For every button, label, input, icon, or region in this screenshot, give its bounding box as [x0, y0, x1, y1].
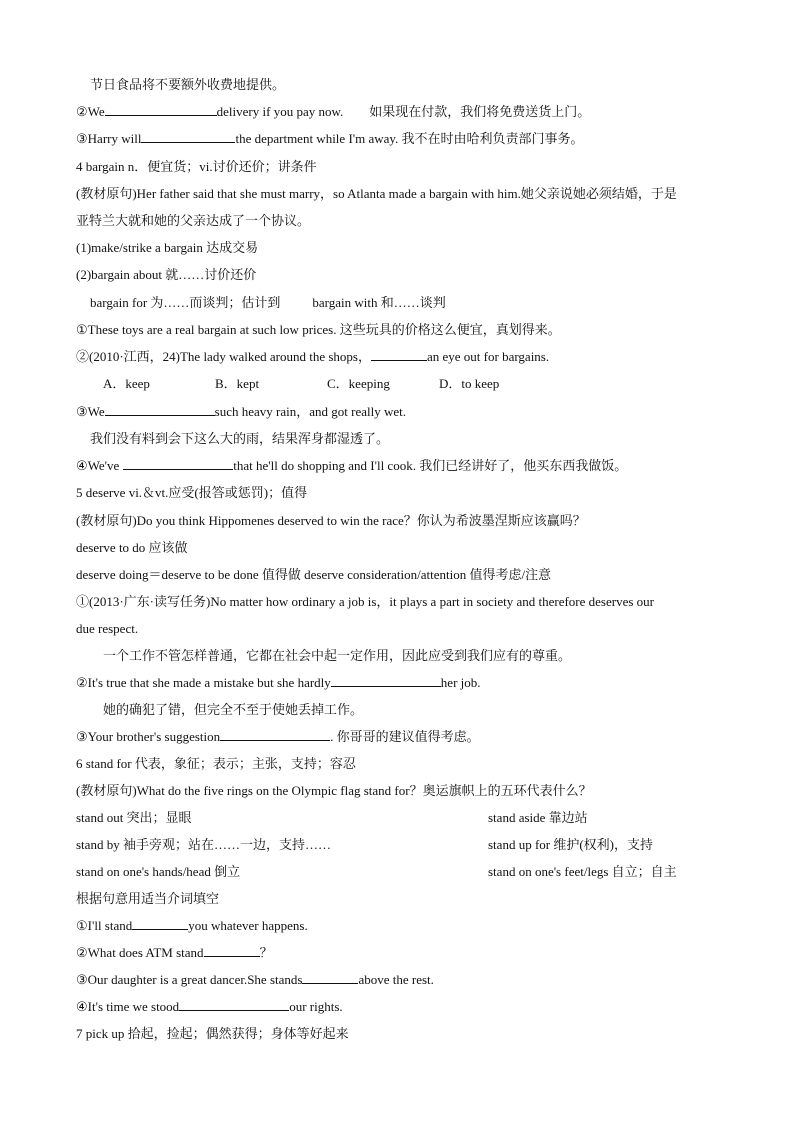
- text-line: deserve to do 应该做: [76, 540, 188, 555]
- text-fragment: ③We: [76, 404, 105, 419]
- text-line: 一个工作不管怎样普通，它都在社会中起一定作用，因此应受到我们应有的尊重。: [103, 648, 572, 663]
- answer-blank[interactable]: [105, 103, 217, 116]
- text-fragment: above the rest.: [358, 972, 434, 987]
- phrase-row: [76, 863, 734, 881]
- phrase: stand aside 靠边站: [488, 810, 588, 825]
- exercise-line: [76, 103, 734, 121]
- exercise-line: [76, 674, 734, 692]
- phrase: stand on one's hands/head 倒立: [76, 864, 241, 879]
- exercise-line: [76, 971, 734, 989]
- option-d[interactable]: D．to keep: [439, 376, 500, 391]
- text-fragment: bargain with 和……谈判: [312, 295, 446, 310]
- option-line: [103, 375, 734, 393]
- text-fragment: ？: [259, 945, 273, 960]
- option-b[interactable]: B．kept: [215, 376, 260, 391]
- exercise-line: [76, 348, 734, 366]
- answer-blank[interactable]: [105, 403, 215, 416]
- text-line: (教材原句)Her father said that she must marry，so Atlanta made a bargain with him.她父亲说她必须结婚，于是: [76, 186, 677, 201]
- exercise-line: [76, 457, 734, 475]
- answer-blank[interactable]: [371, 348, 427, 361]
- text-fragment: bargain for 为……而谈判；估计到: [90, 295, 281, 310]
- answer-blank[interactable]: [331, 674, 441, 687]
- section-heading: 4 bargain n．便宜货；vi.讨价还价；讲条件: [76, 159, 317, 174]
- text-line: 节日食品将不要额外收费地提供。: [90, 77, 286, 92]
- text-fragment: the department while I'm away. 我不在时由哈利负责部门事务。: [235, 131, 584, 146]
- section-heading: 5 deserve vi.＆vt.应受(报答或惩罚)；值得: [76, 485, 308, 500]
- text-line: deserve doing＝deserve to be done 值得做 deserve consideration/attention 值得考虑/注意: [76, 567, 552, 582]
- text-line: [90, 294, 734, 312]
- text-fragment: that he'll do shopping and I'll cook. 我们已经讲好了，他买东西我做饭。: [233, 458, 628, 473]
- text-fragment: you whatever happens.: [188, 918, 308, 933]
- text-fragment: ②We: [76, 104, 105, 119]
- phrase-row: [76, 836, 734, 854]
- answer-blank[interactable]: [204, 944, 260, 957]
- text-line: (教材原句)Do you think Hippomenes deserved to win the race？你认为希波墨涅斯应该赢吗？: [76, 513, 586, 528]
- text-fragment: ②It's true that she made a mistake but she hardly: [76, 675, 331, 690]
- exercise-line: [76, 917, 734, 935]
- section-heading: 6 stand for 代表，象征；表示；主张，支持；容忍: [76, 756, 356, 771]
- text-fragment: ②(2010·江西，24)The lady walked around the shops，: [76, 349, 371, 364]
- answer-blank[interactable]: [132, 917, 188, 930]
- text-fragment: ④It's time we stood: [76, 999, 180, 1014]
- answer-blank[interactable]: [141, 130, 235, 143]
- text-line: (2)bargain about 就……讨价还价: [76, 267, 257, 282]
- phrase-row: [76, 809, 734, 827]
- exercise-line: [76, 998, 734, 1016]
- text-fragment: delivery if you pay now. 如果现在付款，我们将免费送货上门。: [216, 104, 591, 119]
- text-line: (1)make/strike a bargain 达成交易: [76, 240, 259, 255]
- text-fragment: our rights.: [289, 999, 343, 1014]
- text-fragment: ①I'll stand: [76, 918, 133, 933]
- text-line: ①These toys are a real bargain at such low prices. 这些玩具的价格这么便宜，真划得来。: [76, 322, 561, 337]
- section-heading: 7 pick up 拾起，捡起；偶然获得；身体等好起来: [76, 1026, 349, 1041]
- exercise-line: [76, 728, 734, 746]
- text-fragment: ③Our daughter is a great dancer.She stands: [76, 972, 303, 987]
- exercise-line: [76, 130, 734, 148]
- answer-blank[interactable]: [220, 728, 330, 741]
- phrase: stand by 袖手旁观；站在……一边，支持……: [76, 837, 331, 852]
- text-line: due respect.: [76, 621, 139, 636]
- exercise-line: [76, 944, 734, 962]
- exercise-line: [76, 403, 734, 421]
- phrase: stand out 突出；显眼: [76, 810, 192, 825]
- text-fragment: . 你哥哥的建议值得考虑。: [330, 729, 480, 744]
- text-fragment: ④We've: [76, 458, 120, 473]
- answer-blank[interactable]: [302, 971, 358, 984]
- text-fragment: her job.: [440, 675, 481, 690]
- text-line: 我们没有料到会下这么大的雨，结果浑身都湿透了。: [90, 431, 390, 446]
- text-fragment: an eye out for bargains.: [426, 349, 550, 364]
- text-line: 她的确犯了错，但完全不至于使她丢掉工作。: [103, 702, 364, 717]
- text-fragment: ②What does ATM stand: [76, 945, 204, 960]
- text-fragment: ③Your brother's suggestion: [76, 729, 221, 744]
- phrase: stand up for 维护(权利)，支持: [488, 837, 654, 852]
- answer-blank[interactable]: [179, 998, 289, 1011]
- phrase: stand on one's feet/legs 自立；自主: [488, 864, 677, 879]
- text-line: ①(2013·广东·读写任务)No matter how ordinary a job is，it plays a part in society and therefore deserves our: [76, 594, 654, 609]
- answer-blank[interactable]: [123, 457, 233, 470]
- option-a[interactable]: A．keep: [103, 376, 150, 391]
- text-line: 根据句意用适当介词填空: [76, 891, 220, 906]
- text-fragment: ③Harry will: [76, 131, 142, 146]
- text-fragment: such heavy rain，and got really wet.: [214, 404, 406, 419]
- text-line: 亚特兰大就和她的父亲达成了一个协议。: [76, 213, 311, 228]
- option-c[interactable]: C．keeping: [327, 376, 390, 391]
- text-line: (教材原句)What do the five rings on the Olympic flag stand for？奥运旗帜上的五环代表什么？: [76, 783, 592, 798]
